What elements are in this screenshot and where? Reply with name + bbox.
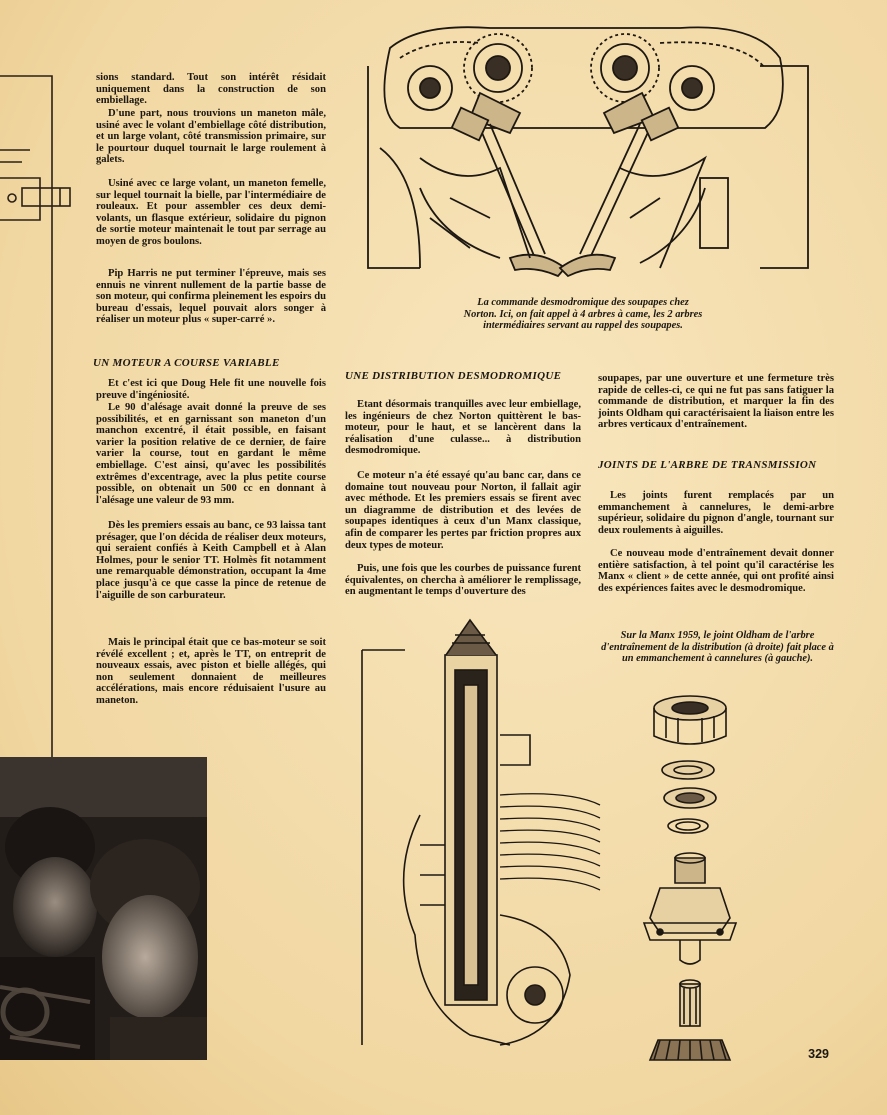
col2-para1: Etant désormais tranquilles avec leur embiellage, les ingénieurs de chez Norton quittèrent le bas-moteur, pour le haut, et se lancèrent dans la réalisation d'une culasse... à distribution desmodromique. [345, 399, 581, 457]
col1-para4: Pip Harris ne put terminer l'épreuve, mais ses ennuis ne vinrent nullement de la partie basse de son moteur, qui confirma pleinement les espoirs du bureau d'essais, lequel pouvait alors songer à réaliser un moteur plus « super-carré ». [96, 268, 326, 326]
col1-para2: D'une part, nous trouvions un maneton mâle, usiné avec le volant d'embiellage côté distribution, et un large volant, côté transmission primaire, sur le pourtour duquel tournait le large roulement à galets. [96, 108, 326, 166]
col1-heading: UN MOTEUR A COURSE VARIABLE [93, 357, 280, 369]
col1-para8: Mais le principal était que ce bas-moteur se soit révélé excellent ; et, après le TT, on entreprit de nouveaux essais, avec piston et bielle allégés, qui non seulement donnaient de meilleures accélérations, mais encore réduisaient l'usure au maneton. [96, 637, 326, 706]
desmo-head-drawing [360, 18, 812, 298]
exploded-parts-drawing [630, 688, 750, 1063]
col1-para1: sions standard. Tout son intérêt résidait uniquement dans la construction de son embiellage. [96, 72, 326, 107]
col3-heading: JOINTS DE L'ARBRE DE TRANSMISSION [598, 459, 817, 471]
page-number: 329 [808, 1047, 829, 1061]
caption-desmo: La commande desmodromique des soupapes chez Norton. Ici, on fait appel à 4 arbres à came, les 2 arbres intermédiaires servant au rappel des soupapes. [463, 297, 703, 332]
col2-heading: UNE DISTRIBUTION DESMODROMIQUE [345, 370, 562, 382]
left-margin-drawing [0, 70, 80, 760]
col1-para3: Usiné avec ce large volant, un maneton femelle, sur lequel tournait la bielle, par l'intermédiaire de rouleaux. Et pour assembler ces deux demi-volants, un flasque extérieur, solidaire du pignon de sortie moteur maintenait le tout par serrage au moyen de gros boulons. [96, 178, 326, 247]
col1-para7: Dès les premiers essais au banc, ce 93 laissa tant présager, que l'on décida de réaliser deux moteurs, qui seraient confiés à Keith Campbell et à Alan Holmes, pour le senior TT. Holmès fit notamment une remarquable démonstration, occupant la 4me place jusqu'à ce que casse la pince de retenue de l'aiguille de son carburateur. [96, 520, 326, 601]
col3-para3: Ce nouveau mode d'entraînement devait donner entière satisfaction, à tel point qu'il caractérise les Manx « client » de cette année, qui ont profité ainsi des expériences faites avec le desmodromique. [598, 548, 834, 594]
col1-para5: Et c'est ici que Doug Hele fit une nouvelle fois preuve d'ingéniosité. [96, 378, 326, 401]
col2-para2: Ce moteur n'a été essayé qu'au banc car, dans ce domaine tout nouveau pour Norton, il fallait agir avec méthode. Et les premiers essais se firent avec un diagramme de distribution et des levées de soupapes identiques à ceux d'un Manx classique, afin de comparer les pertes par friction propres aux deux types de moteur. [345, 470, 581, 551]
caption-oldham: Sur la Manx 1959, le joint Oldham de l'arbre d'entraînement de la distribution (à droite) fait place à un emmanchement à cannelures (à gauche). [601, 630, 834, 665]
col3-para2: Les joints furent remplacés par un emmanchement à cannelures, le demi-arbre supérieur, solidaire du pignon d'angle, tournant sur deux roulements à aiguilles. [598, 490, 834, 536]
col3-para1: soupapes, par une ouverture et une fermeture très rapide de celles-ci, ce qui ne fut pas sans fatiguer la commande de distribution, et marquer la fin des joints Oldham qui caractérisaient la liaison entre les arbres verticaux d'entraînement. [598, 373, 834, 431]
mechanics-photo [0, 757, 207, 1060]
vertical-shaft-drawing [360, 615, 660, 1065]
col1-para6: Le 90 d'alésage avait donné la preuve de ses possibilités, et en garnissant son maneton d'un manchon excentré, il était possible, en faisant varier la position relative de ce dernier, de faire varier la course, tout en gardant le même embiellage. C'est ainsi, qu'avec les possibilités extrêmes d'excentrage, avec la plus petite course possible, on obtenait un 500 cc en donnant à l'alésage une valeur de 93 mm. [96, 402, 326, 506]
col2-para3: Puis, une fois que les courbes de puissance furent équivalentes, on chercha à améliorer le remplissage, en augmentant le temps d'ouverture des [345, 563, 581, 598]
